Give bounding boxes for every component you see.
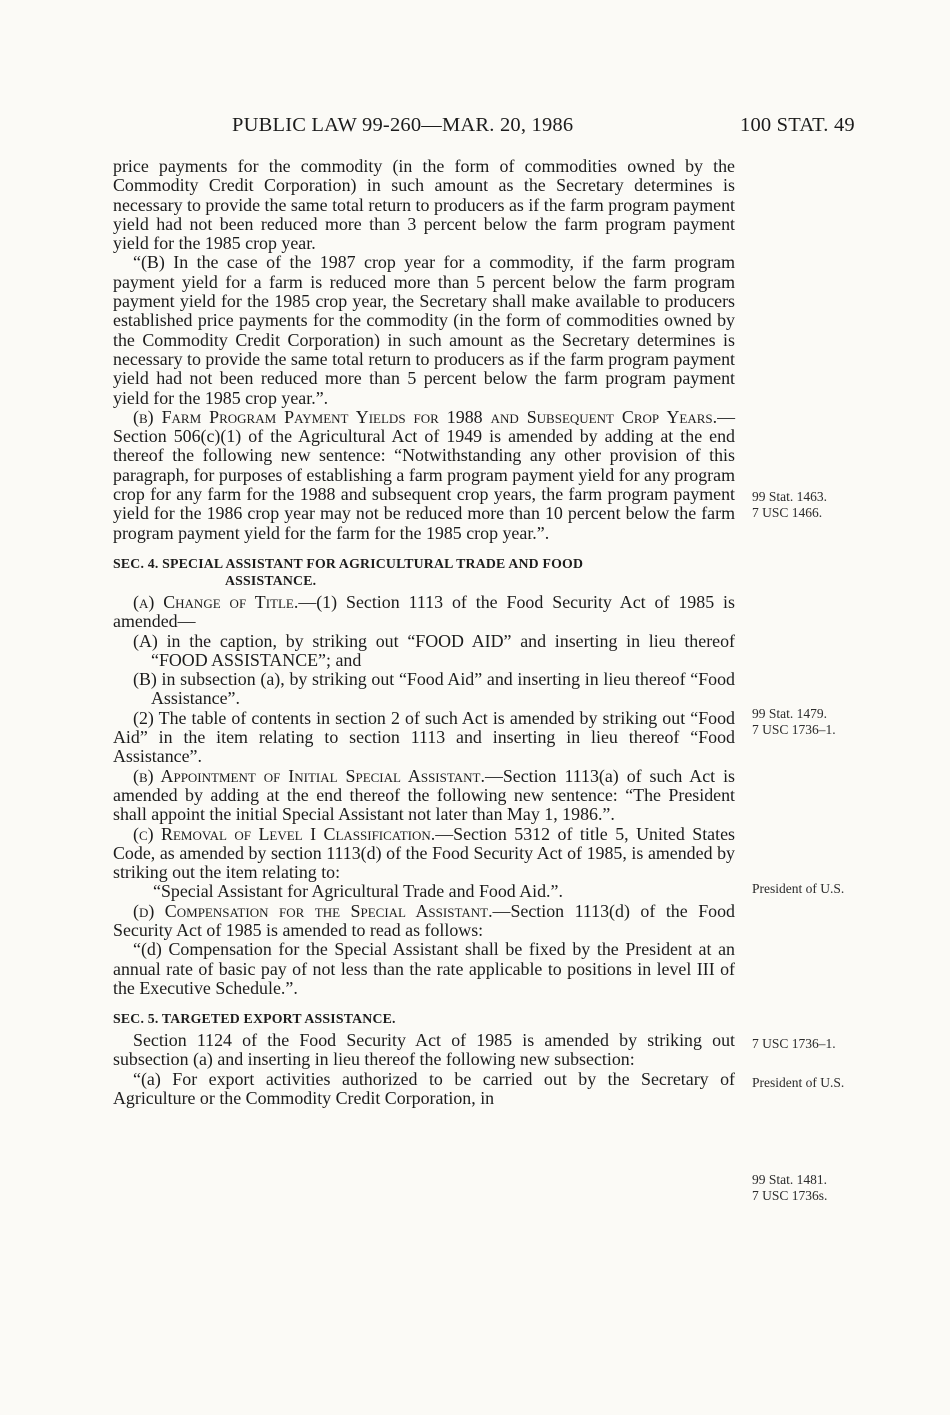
paragraph-removal	[113, 825, 735, 883]
subsection-text: —Section 506(c)(1) of the Agricultural Act of 1949 is amended by adding at the end thereof the following new sentence: “Notwithstanding any other provision of this paragraph, for purposes of establishing a farm program payment yield for any program crop for any farm for the 1988 and subsequent crop years, the farm program payment yield for the 1986 crop year may not be reduced more than 10 percent below the farm program payment yield for the farm for the 1985 crop year.”.	[113, 406, 735, 543]
section-4-heading	[113, 555, 735, 589]
paragraph-appointment	[113, 767, 735, 825]
section-4-title-cont: ASSISTANCE.	[225, 572, 317, 588]
paragraph-1988-yields	[113, 408, 735, 543]
body-text	[113, 157, 735, 1108]
subsection-heading: (a) Change of Title.	[133, 591, 299, 612]
margin-note-citation: 7 USC 1736–1.	[752, 1036, 836, 1051]
margin-note-citation: 99 Stat. 1479. 7 USC 1736–1.	[752, 706, 836, 737]
paragraph-1987-crop-year: “(B) In the case of the 1987 crop year for a commodity, if the farm program payment yield for a farm is reduced more than 5 percent below the farm program payment yield for the 1985 crop year, the Secretary shall make available to producers established price payments for the commodity (in the form of commodities owned by the Commodity Credit Corporation) in such amount as the Secretary determines is necessary to provide the same total return to producers as if the farm program payment yield had not been reduced more than 5 percent below the farm program payment yield for the 1985 crop year.”.	[113, 252, 735, 408]
clause-a: (A) in the caption, by striking out “FOOD AID” and inserting in lieu thereof “FOOD ASSISTANCE”; and	[133, 630, 735, 670]
section-5-heading: SEC. 5. TARGETED EXPORT ASSISTANCE.	[113, 1011, 396, 1027]
paragraph-export-activities: “(a) For export activities authorized to be carried out by the Secretary of Agriculture or the Commodity Credit Corporation, in	[113, 1068, 735, 1109]
subsection-heading: (b) Farm Program Payment Yields for 1988 and Subsequent Crop Years.	[133, 406, 718, 427]
paragraph-compensation	[113, 902, 735, 941]
paragraph-table-of-contents: (2) The table of contents in section 2 of such Act is amended by striking out “Food Aid” in the item relating to section 1113 and inserting in lieu thereof “Food Assistance”.	[113, 707, 735, 767]
running-head: PUBLIC LAW 99-260—MAR. 20, 1986	[232, 114, 574, 136]
margin-note-citation: 99 Stat. 1463. 7 USC 1466.	[752, 489, 828, 520]
subsection-text: —Section 1113(a) of such Act is amended by adding at the end thereof the following new sentence: “The President shall appoint the initial Special Assistant not later than May 1, 1986.”.	[113, 765, 735, 825]
subsection-text: —Section 5312 of title 5, United States Code, as amended by section 1113(d) of the Food Security Act of 1985, is amended by striking out the item relating to:	[113, 823, 735, 883]
struck-item-quote: “Special Assistant for Agricultural Trade and Food Aid.”.	[153, 881, 563, 902]
subsection-text: —(1) Section 1113 of the Food Security Act of 1985 is amended—	[113, 591, 735, 632]
margin-note-president: President of U.S.	[752, 881, 845, 896]
margin-note-citation: 99 Stat. 1481. 7 USC 1736s.	[752, 1172, 828, 1203]
clause-b: (B) in subsection (a), by striking out “Food Aid” and inserting in lieu thereof “Food Assistance”.	[133, 669, 735, 709]
section-4-title: SEC. 4. SPECIAL ASSISTANT FOR AGRICULTURAL TRADE AND FOOD	[113, 555, 584, 571]
paragraph-compensation-text: “(d) Compensation for the Special Assistant shall be fixed by the President at an annual rate of basic pay of not less than the rate applicable to positions in level III of the Executive Schedule.”.	[113, 939, 735, 998]
subsection-heading: (d) Compensation for the Special Assistant.	[133, 900, 493, 921]
paragraph-section-1124: Section 1124 of the Food Security Act of 1985 is amended by striking out subsection (a) and inserting in lieu thereof the following new subsection:	[113, 1030, 735, 1070]
page-number: 100 STAT. 49	[740, 114, 855, 136]
subsection-heading: (b) Appointment of Initial Special Assistant.	[133, 765, 485, 786]
margin-note-president: President of U.S.	[752, 1075, 845, 1090]
subsection-text: —Section 1113(d) of the Food Security Act of 1985 is amended to read as follows:	[113, 900, 735, 940]
subsection-heading: (c) Removal of Level I Classification.	[133, 823, 436, 844]
paragraph-change-of-title	[113, 593, 735, 632]
paragraph-continued: price payments for the commodity (in the form of commodities owned by the Commodity Credit Corporation) in such amount as the Secretary determines is necessary to provide the same total return to producers as if the farm program payment yield had not been reduced more than 3 percent below the farm program payment yield for the 1985 crop year.	[113, 156, 735, 254]
